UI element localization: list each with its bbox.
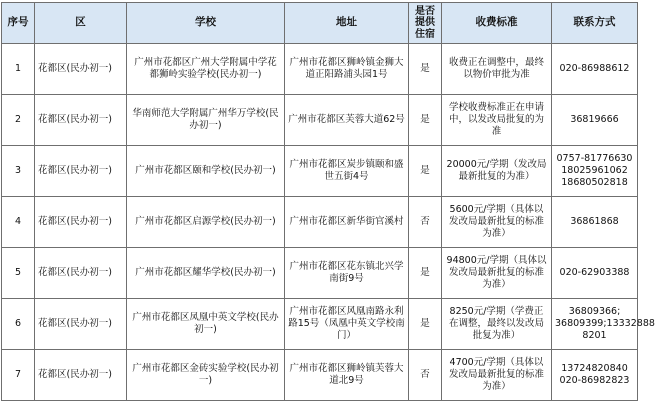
contact-phone: 18025961062 [561,165,628,177]
contact-phone: 0757-81776630 [556,153,633,165]
row-fee: 5600元/学期（具体以发改局最新批复的标准为准） [442,197,552,248]
row-school: 广州市花都区启源学校(民办初一) [127,197,285,248]
row-district: 花都区(民办初一) [35,44,127,95]
row-boarding: 是 [409,95,442,146]
row-school: 广州市花都区金砖实验学校(民办初一) [127,350,285,401]
row-district: 花都区(民办初一) [35,350,127,401]
header-boarding: 是否提供住宿 [409,3,442,44]
row-address: 广州市花都区风凰南路永利路15号（凤凰中英文学校南门） [285,299,409,350]
row-address: 广州市花都区芙蓉大道62号 [285,95,409,146]
row-fee: 4700元/学期（具体以发改局最新批复的标准为准） [442,350,552,401]
row-contact [552,248,638,299]
table-row [2,44,638,95]
contact-phone: 020-86988612 [559,63,630,75]
row-contact [552,95,638,146]
row-index: 7 [2,350,35,401]
row-school: 华南师范大学附属广州华万学校(民办初一) [127,95,285,146]
row-address: 广州市花都区花东镇北兴学南街9号 [285,248,409,299]
row-school: 广州市花都区凤凰中英文学校(民办初一) [127,299,285,350]
table-body [2,44,655,401]
contact-phone: 36819666 [570,114,619,126]
row-district: 花都区(民办初一) [35,95,127,146]
row-boarding: 是 [409,44,442,95]
contact-phone: 020-86982823 [559,375,630,386]
table-row [2,95,638,146]
row-index: 4 [2,197,35,248]
row-fee: 收费正在调整中，最终以物价审批为准 [442,44,552,95]
contact-phone: 36861868 [570,216,619,228]
row-index: 5 [2,248,35,299]
row-fee: 8250元/学期（学费正在调整，最终以发改局批复为准） [442,299,552,350]
contact-phone: 13724820840 [561,363,628,375]
header-address: 地址 [285,3,409,44]
table-row [2,299,638,350]
row-contact [552,44,638,95]
row-district: 花都区(民办初一) [35,248,127,299]
row-address: 广州市花都区新华街官溪村 [285,197,409,248]
table-row [2,350,638,401]
table-row [2,146,638,197]
header-district: 区 [35,3,127,44]
row-district: 花都区(民办初一) [35,197,127,248]
header-school: 学校 [127,3,285,44]
row-district: 花都区(民办初一) [35,299,127,350]
table-row [2,248,638,299]
row-address: 广州市花都区炭步镇颐和盛世五街4号 [285,146,409,197]
row-boarding: 否 [409,197,442,248]
row-fee: 20000元/学期（发改局最新批复的为准） [442,146,552,197]
row-school: 广州市花都区耀华学校(民办初一) [127,248,285,299]
row-school: 广州市花都区颐和学校(民办初一) [127,146,285,197]
row-boarding: 否 [409,350,442,401]
header-row [2,3,638,44]
contact-phone: 020-62903388 [559,267,630,279]
row-contact [552,146,638,197]
contact-phone: 8201 [582,329,607,341]
table-row [2,197,638,248]
row-boarding: 是 [409,248,442,299]
header-index: 序号 [2,3,35,44]
header-contact: 联系方式 [552,3,638,44]
contact-phone: 36809399;13332888 [555,318,655,330]
row-district: 花都区(民办初一) [35,146,127,197]
contact-phone: 36809366; [568,306,621,318]
row-contact [552,350,638,401]
row-index: 1 [2,44,35,95]
row-fee: 学校收费标准正在申请中，以发改局批复的为准 [442,95,552,146]
row-contact [552,197,638,248]
row-index: 6 [2,299,35,350]
row-school: 广州市花都区广州大学附属中学花都狮岭实验学校(民办初一) [127,44,285,95]
row-address: 广州市花都区狮岭镇芙蓉大道北9号 [285,350,409,401]
row-index: 3 [2,146,35,197]
contact-phone: 18680502818 [561,176,628,188]
row-fee: 94800元/学期（具体以发改局最新批复的标准为准） [442,248,552,299]
header-fee: 收费标准 [442,3,552,44]
schools-table [1,2,655,401]
row-boarding: 是 [409,299,442,350]
row-index: 2 [2,95,35,146]
row-boarding: 是 [409,146,442,197]
row-address: 广州市花都区狮岭镇金狮大道正阳路浦头园1号 [285,44,409,95]
row-contact [552,299,655,350]
